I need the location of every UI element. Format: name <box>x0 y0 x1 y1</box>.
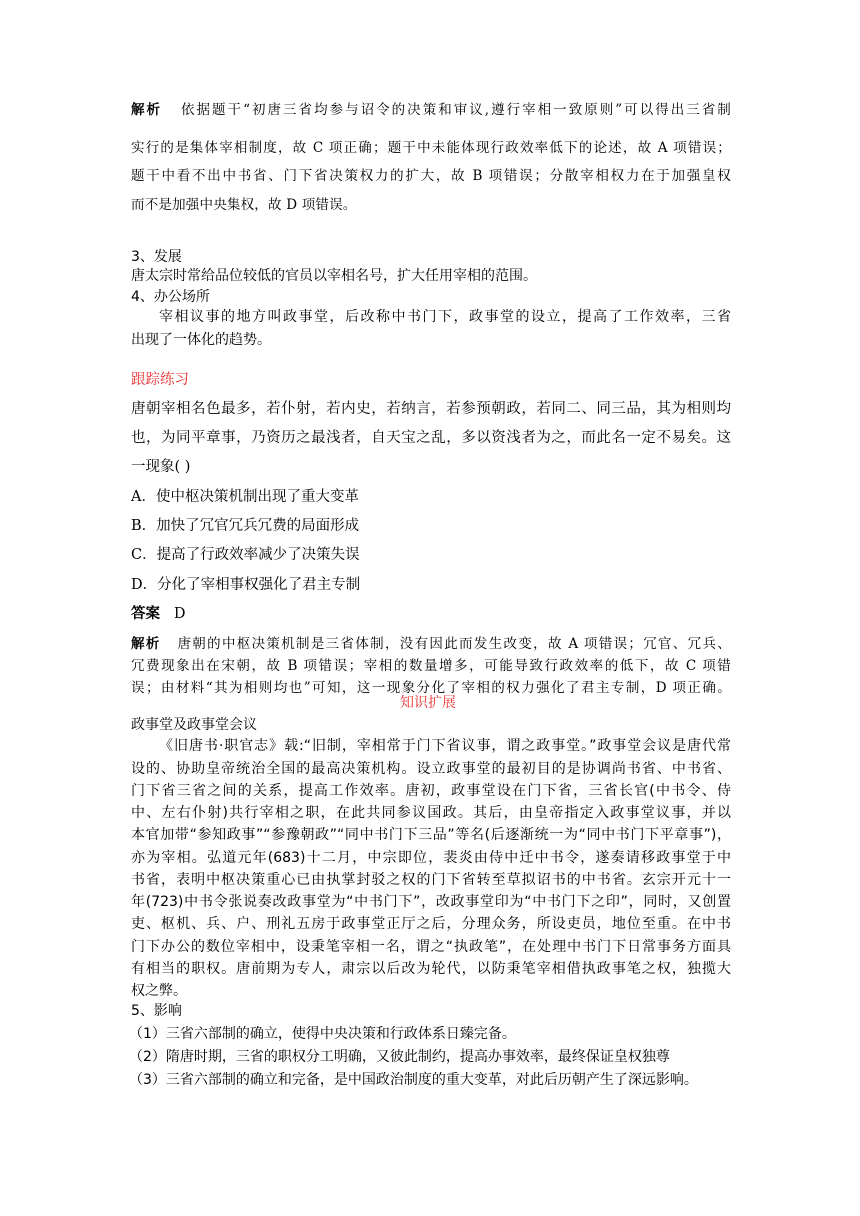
knowledge-line-12: 权之弊。 <box>131 983 187 999</box>
answer-label: 答案 <box>131 605 160 622</box>
practice-title: 跟踪练习 <box>131 372 189 388</box>
analysis-label: 解析 <box>131 102 163 118</box>
knowledge-heading: 政事堂及政事堂会议 <box>131 717 257 733</box>
knowledge-line-1: 《旧唐书·职官志》载:“旧制，宰相常于门下省议事，谓之政事堂。”政事堂会议是唐代常 <box>159 738 731 754</box>
analysis-1-line-4: 而不是加强中央集权，故 D 项错误。 <box>131 197 357 213</box>
knowledge-line-6: 亦为宰相。弘道元年(683)十二月，中宗即位，裴炎由侍中迁中书令，遂奏请移政事堂于中 <box>131 850 731 866</box>
analysis-label: 解析 <box>131 636 161 652</box>
section-5-heading: 5、影响 <box>131 1003 182 1019</box>
question-line-2: 也，为同平章事，乃资历之最浅者，自天宝之乱，多以资浅者为之，而此名一定不易矣。这 <box>131 430 731 446</box>
knowledge-line-9: 吏、枢机、兵、户、刑礼五房于政事堂正厅之后，分理众务，所设吏员，地位至重。在中书 <box>131 916 731 932</box>
analysis-1-line-3: 题干中看不出中书省、门下省决策权力的扩大，故 B 项错误；分散宰相权力在于加强皇权 <box>131 168 731 184</box>
section-3-heading: 3、发展 <box>131 249 182 265</box>
section-4-line-1: 宰相议事的地方叫政事堂，后改称中书门下，政事堂的设立，提高了工作效率，三省 <box>159 309 731 325</box>
option-d: D．分化了宰相事权强化了君主专制 <box>131 577 361 593</box>
answer-value: D <box>173 606 186 622</box>
knowledge-line-3: 门下省三省之间的关系，提高工作效率。唐初，政事堂设在门下省，三省长官(中书令、侍 <box>131 783 731 799</box>
question-line-1: 唐朝宰相名色最多，若仆射，若内史，若纳言，若参预朝政，若同二、同三品，其为相则均 <box>131 401 731 417</box>
option-a: A．使中枢决策机制出现了重大变革 <box>131 489 359 505</box>
analysis-2-line-1: 解析 唐朝的中枢决策机制是三省体制，没有因此而发生改变，故 A 项错误；冗官、冗兵、 <box>131 636 731 652</box>
section-5-item-2: （2）隋唐时期，三省的职权分工明确，又彼此制约，提高办事效率，最终保证皇权独尊 <box>129 1049 670 1065</box>
knowledge-line-5: 本官加带“参知政事”“参豫朝政”“同中书门下三品”等名(后逐渐统一为“同中书门下平章事”)， <box>131 827 731 843</box>
analysis-2-line-3: 误；由材料“其为相则均也”可知，这一现象分化了宰相的权力强化了君主专制，D 项正确。 <box>131 680 731 696</box>
section-4-line-2: 出现了一体化的趋势。 <box>131 332 271 348</box>
knowledge-line-10: 门下办公的数位宰相中，设秉笔宰相一名，谓之“执政笔”，在处理中书门下日常事务方面具 <box>131 939 731 955</box>
option-c: C．提高了行政效率减少了决策失误 <box>131 547 360 563</box>
knowledge-line-8: 年(723)中书令张说奏改政事堂为“中书门下”，改政事堂印为“中书门下之印”，同时，又创置 <box>131 894 731 910</box>
section-3-text: 唐太宗时常给品位较低的官员以宰相名号，扩大任用宰相的范围。 <box>131 268 537 284</box>
analysis-1-line-2: 实行的是集体宰相制度，故 C 项正确；题干中未能体现行政效率低下的论述，故 A 项错误； <box>131 140 731 156</box>
analysis-1-line-1: 解析 依据题干“初唐三省均参与诏令的决策和审议,遵行宰相一致原则”可以得出三省制 <box>131 102 731 118</box>
knowledge-title: 知识扩展 <box>400 695 456 711</box>
knowledge-line-7: 书省，表明中枢决策重心已由执掌封驳之权的门下省转至草拟诏书的中书省。玄宗开元十一 <box>131 872 731 888</box>
option-b: B．加快了冗官冗兵冗费的局面形成 <box>131 518 360 534</box>
knowledge-line-4: 中、左右仆射)共行宰相之职，在此共同参议国政。其后，由皇帝指定入政事堂议事，并以 <box>131 805 731 821</box>
analysis-2-line-2: 冗费现象出在宋朝，故 B 项错误；宰相的数量增多，可能导致行政效率的低下，故 C 项错 <box>131 658 731 674</box>
section-5-item-3: （3）三省六部制的确立和完备，是中国政治制度的重大变革，对此后历朝产生了深远影响。 <box>129 1072 698 1088</box>
answer-line <box>131 602 185 623</box>
knowledge-line-2: 设的、协助皇帝统治全国的最高决策机构。设立政事堂的最初目的是协调尚书省、中书省、 <box>131 761 731 777</box>
knowledge-line-11: 有相当的职权。唐前期为专人，肃宗以后改为轮代，以防秉笔宰相借执政事笔之权，独揽大 <box>131 961 731 977</box>
question-line-3: 一现象( ) <box>131 459 191 475</box>
section-5-item-1: （1）三省六部制的确立，使得中央决策和行政体系日臻完备。 <box>129 1026 516 1042</box>
section-4-heading: 4、办公场所 <box>131 289 210 305</box>
